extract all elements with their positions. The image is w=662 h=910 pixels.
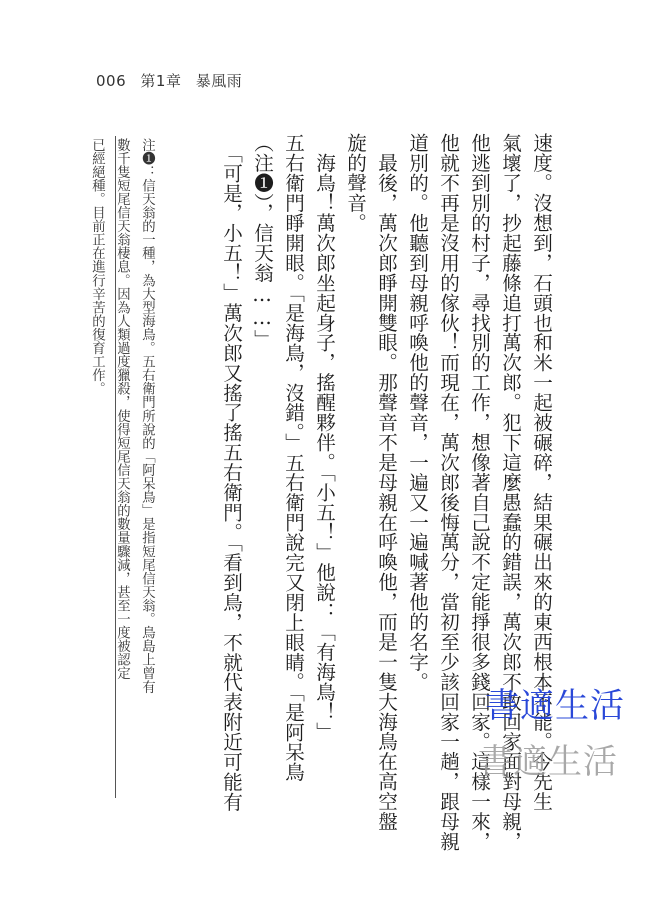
footnote-column: 已經絕種。目前正在進行辛苦的復育工作。 (89, 138, 105, 396)
text-column: 「可是，小五！」萬次郎又搖了搖五右衛門。「看到鳥，不就代表附近可能有 (219, 133, 243, 812)
text-column: 他逃到別的村子，尋找別的工作，想像著自己說不定能掙很多錢回家。這樣一來， (467, 133, 491, 852)
text-column: 海鳥！萬次郎坐起身子，搖醒夥伴。「小五！」他說：「有海鳥！」 (312, 133, 336, 742)
footnote-column: 數千隻短尾信天翁棲息。因為人類過度獵殺，使得短尾信天翁的數量驟減，甚至一度被認定 (114, 138, 130, 680)
text-column: 速度。沒想到，石頭也和米一起被碾碎，結果碾出來的東西根本不能。今先生 (529, 133, 553, 812)
text-column: 他就不再是沒用的傢伙！而現在，萬次郎後悔萬分，當初至少該回家一趟，跟母親 (436, 133, 460, 852)
text-column: 道別的。他聽到母親呼喚他的聲音，一遍又一遍喊著他的名字。 (405, 133, 429, 692)
chapter-number: 第1章 (140, 72, 182, 90)
footnote-column: 注❶：信天翁的一種，為大型海鳥。五右衛門所說的「阿呆鳥」是指短尾信天翁。鳥島上曾有 (139, 138, 155, 694)
text-column: 氣壞了，抄起藤條追打萬次郎。犯下這麼愚蠢的錯誤，萬次郎不敢回家面對母親， (498, 133, 522, 852)
chapter-title: 暴風雨 (195, 72, 243, 90)
text-column: （注❶），信天翁……」 (250, 133, 274, 350)
watermark-logo-shadow: 書適生活 (478, 742, 618, 782)
text-column: 最後，萬次郎睜開雙眼。那聲音不是母親在呼喚他，而是一隻大海鳥在高空盤 (374, 133, 398, 832)
text-column: 五右衛門睜開眼。「是海鳥，沒錯。」五右衛門說完又閉上眼睛。「是阿呆鳥 (281, 133, 305, 782)
page-number: 006 (96, 72, 127, 90)
text-column: 旋的聲音。 (343, 133, 367, 233)
watermark-logo: 書適生活 (485, 686, 625, 726)
running-header (96, 70, 251, 91)
